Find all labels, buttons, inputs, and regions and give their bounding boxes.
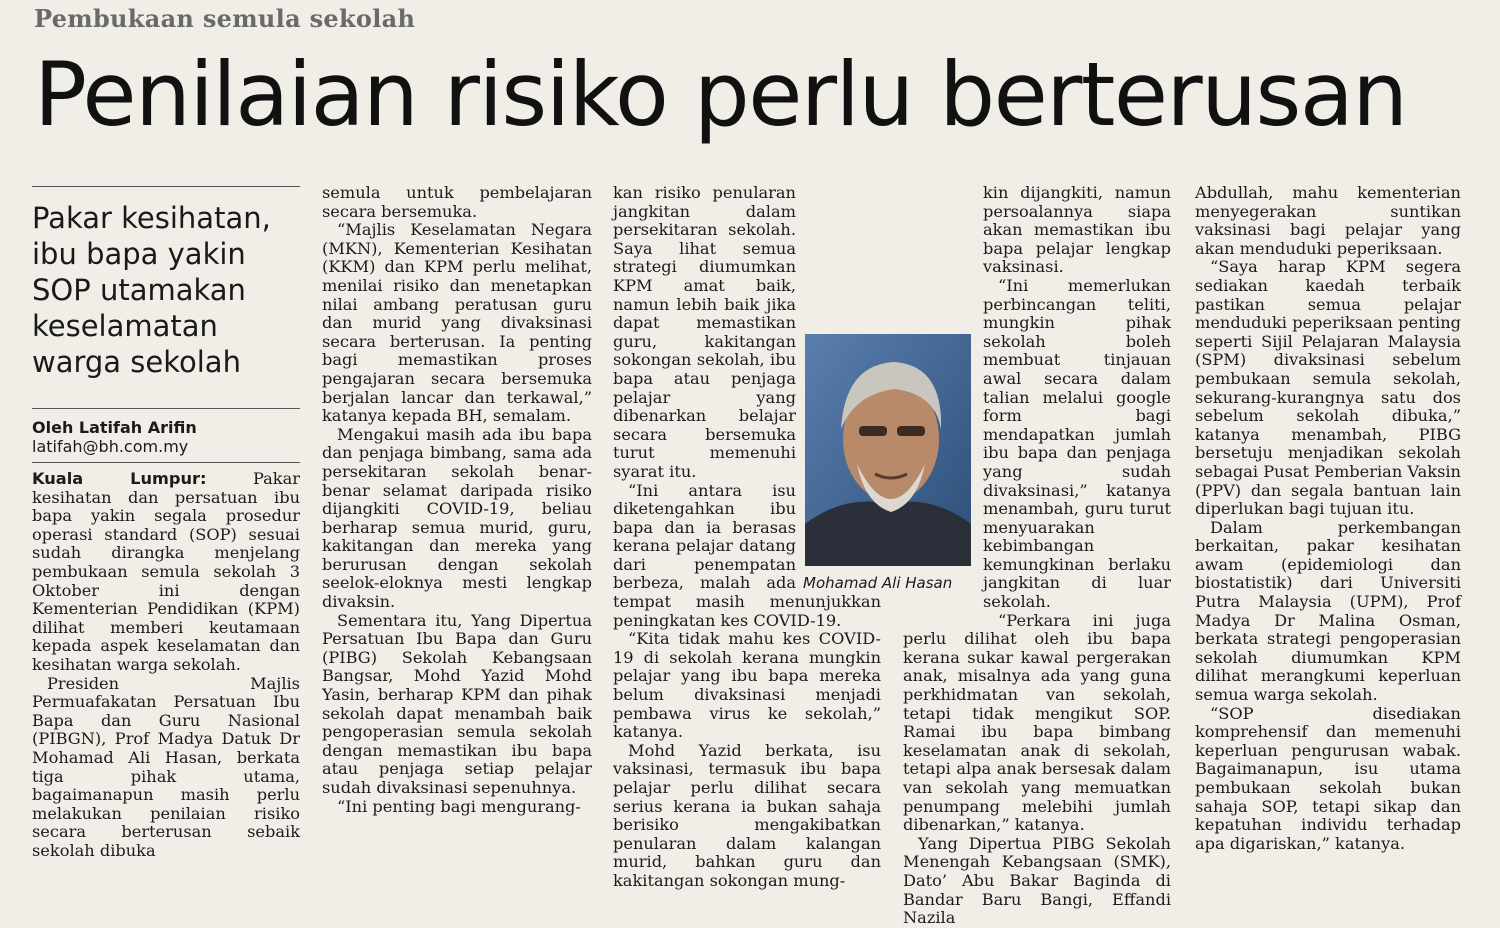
column-2	[322, 184, 592, 816]
paragraph: “Majlis Keselamatan Negara (MKN), Kementerian Kesihatan (KKM) dan KPM perlu melihat, menilai risiko dan menetapkan nilai ambang peratusan guru dan murid yang divaksinasi secara berterusan. Ia penting bagi memastikan proses pengajaran secara bersemuka berjalan lancar dan terkawal,” katanya kepada BH, semalam.	[322, 220, 592, 426]
paragraph: “Saya harap KPM segera sediakan kaedah terbaik pastikan semua pelajar menduduki peperiksaan penting seperti Sijil Pelajaran Malaysia (SPM) divaksinasi sebelum pembukaan semula sekolah, sekurang-kurangnya satu dos sebelum sekolah dibuka,” katanya menambah, PIBG bersetuju menjadikan sekolah sebagai Pusat Pemberian Vaksin (PPV) dan segala bantuan lain diperlukan bagi tujuan itu.	[1195, 257, 1461, 519]
byline	[32, 418, 302, 456]
paragraph	[32, 470, 300, 675]
paragraph: “Ini memerlukan perbincangan teliti, mungkin pihak sekolah boleh membuat tinjauan awal secara dalam talian melalui google form bagi mendapatkan jumlah ibu bapa dan penjaga yang sudah divaksinasi,” katanya menambah, guru turut menyuarakan kebimbangan kemungkinan berlaku jangkitan di luar sekolah.	[983, 275, 1171, 612]
paragraph: Sementara itu, Yang Dipertua Persatuan Ibu Bapa dan Guru (PIBG) Sekolah Kebangsaan Bangsar, Mohd Yazid Mohd Yasin, berharap KPM dan pihak sekolah dapat menambah baik pengoperasian semula sekolah dengan memastikan ibu bapa atau penjaga setiap pelajar sudah divaksinasi sepenuhnya.	[322, 610, 592, 797]
top-rule	[32, 186, 300, 187]
byline-name: Oleh Latifah Arifin	[32, 418, 197, 437]
paragraph: “Ini antara isu diketengahkan ibu bapa dan ia berasas kerana pelajar datang dari penempatan berbeza, malah ada tempat masih menunjukkan peningkatan kes COVID-19.	[613, 480, 881, 630]
column-5	[1195, 184, 1461, 853]
paragraph: “Ini penting bagi mengurang-	[337, 796, 581, 816]
kicker: Pembukaan semula sekolah	[34, 4, 416, 33]
paragraph: semula untuk pembelajaran secara bersemuka.	[322, 183, 592, 221]
paragraph: kin dijangkiti, namun persoalannya siapa akan memastikan ibu bapa pelajar lengkap vaksinasi.	[983, 183, 1171, 277]
paragraph: Presiden Majlis Permuafakatan Persatuan Ibu Bapa dan Guru Nasional (PIBGN), Prof Madya Datuk Dr Mohamad Ali Hasan, berkata tiga pihak utama, bagaimanapun masih perlu melakukan penilaian risiko secara berterusan sebaik sekolah dibuka	[32, 673, 300, 860]
paragraph: “Perkara ini juga perlu dilihat oleh ibu bapa kerana sukar kawal pergerakan anak, misalnya ada yang guna perkhidmatan van sekolah, tetapi tidak mengikut SOP. Ramai ibu bapa bimbang keselamatan anak di sekolah, tetapi alpa anak bersesak dalam van sekolah yang memuatkan penumpang melebihi jumlah dibenarkan,” katanya.	[903, 610, 1171, 835]
paragraph: kan risiko penularan jangkitan dalam persekitaran sekolah. Saya lihat semua strategi diumumkan KPM amat baik, namun lebih baik jika dapat memastikan guru, kakitangan sokongan sekolah, ibu bapa atau penjaga pelajar yang dibenarkan belajar secara bersemuka turut memenuhi syarat itu.	[613, 183, 796, 481]
dateline: Kuala Lumpur:	[32, 469, 207, 488]
headline: Penilaian risiko perlu berterusan	[34, 43, 1407, 146]
byline-bottom-rule	[32, 462, 300, 463]
portrait-illustration	[805, 334, 971, 566]
byline-email: latifah@bh.com.my	[32, 437, 189, 456]
paragraph-text: Pakar kesihatan dan persatuan ibu bapa yakin segala prosedur operasi standard (SOP) sesuai sudah dirangka menjelang pembukaan semula sekolah 3 Oktober ini dengan Kementerian Pendidikan (KPM) dilihat memberi keutamaan kepada aspek keselamatan dan kesihatan warga sekolah.	[32, 469, 300, 674]
paragraph: Dalam perkembangan berkaitan, pakar kesihatan awam (epidemiologi dan biostatistik) dari Universiti Putra Malaysia (UPM), Prof Madya Dr Malina Osman, berkata strategi pengoperasian sekolah diumumkan KPM dilihat merangkumi keperluan semua warga sekolah.	[1195, 517, 1461, 705]
paragraph: Abdullah, mahu kementerian menyegerakan suntikan vaksinasi bagi pelajar yang akan menduduki peperiksaan.	[1195, 183, 1461, 258]
column-1	[32, 470, 300, 860]
paragraph: “SOP disediakan komprehensif dan memenuhi keperluan pengurusan wabak. Bagaimanapun, isu utama pembukaan sekolah bukan sahaja SOP, tetapi sikap dan kepatuhan individu terhadap apa digariskan,” katanya.	[1195, 703, 1461, 853]
photo-caption: Mohamad Ali Hasan	[803, 574, 953, 592]
deck: Pakar kesihatan, ibu bapa yakin SOP utamakan keselamatan warga sekolah	[32, 201, 271, 379]
paragraph: Mohd Yazid berkata, isu vaksinasi, termasuk ibu bapa pelajar perlu dilihat secara serius kerana ia bukan sahaja berisiko mengakibatkan penularan dalam kalangan murid, bahkan guru dan kakitangan sokongan mung-	[613, 740, 881, 890]
portrait-photo	[805, 334, 971, 566]
paragraph: Mengakui masih ada ibu bapa dan penjaga bimbang, sama ada persekitaran sekolah benar-benar selamat daripada risiko dijangkiti COVID-19, beliau berharap semua murid, guru, kakitangan dan mereka yang berurusan dengan sekolah seelok-eloknya mesti lengkap divaksin.	[322, 424, 592, 612]
paragraph: Yang Dipertua PIBG Sekolah Menengah Kebangsaan (SMK), Dato’ Abu Bakar Baginda di Bandar Baru Bangi, Effandi Nazila	[903, 833, 1171, 928]
paragraph: “Kita tidak mahu kes COVID-19 di sekolah kerana mungkin pelajar yang ibu bapa mereka belum divaksinasi menjadi pembawa virus ke sekolah,” katanya.	[613, 629, 881, 742]
byline-rule	[32, 408, 300, 409]
